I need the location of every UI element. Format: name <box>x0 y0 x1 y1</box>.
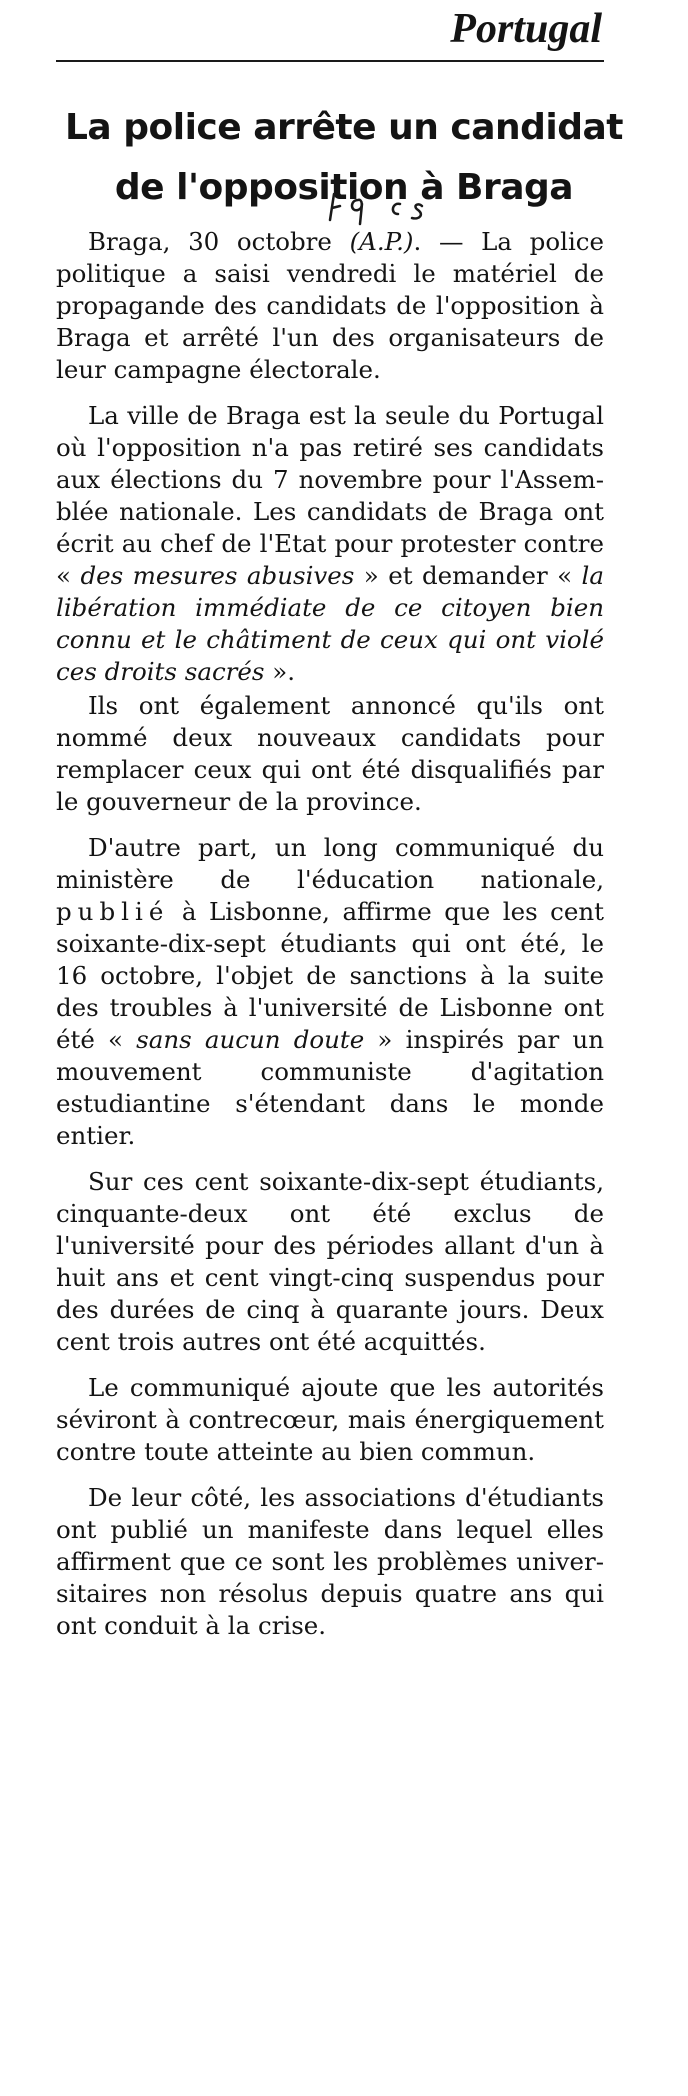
news-agency: (A.P.) <box>349 227 414 256</box>
section-rule <box>56 60 604 62</box>
paragraph-4-text-b: à Lisbonne, affirme que les cent soixante-dix-sept étudiants qui ont été, le 16 octobre, l'objet de sanctions à la suite des troubles à l'université de Lisbonne ont été « <box>56 897 604 1054</box>
headline-line-2: de l'opposition à Braga <box>114 167 574 208</box>
section-label: Portugal <box>450 6 602 52</box>
paragraph-4 <box>56 832 604 1152</box>
paragraph-4-text-a: D'autre part, un long communiqué du ministère de l'éducation nationale, <box>56 833 604 894</box>
dateline: Braga, 30 octobre <box>88 227 332 256</box>
paragraph-2 <box>56 400 604 688</box>
headline-line-1: La police arrête un candidat <box>64 107 624 148</box>
paragraph-6: Le communiqué ajoute que les autorités séviront à contrecœur, mais énergiquement contre toute atteinte au bien commun. <box>56 1373 604 1466</box>
paragraph-4-spaced-word: publié <box>56 897 170 926</box>
paragraph-4-quote: sans aucun doute <box>136 1025 365 1054</box>
paragraph-7: De leur côté, les associations d'étudiants ont publié un manifeste dans lequel elles affirment que ce sont les problèmes universitaires non résolus depuis quatre ans qui ont conduit à la crise. <box>56 1483 604 1640</box>
paragraph-2-text-c: ». <box>264 657 296 686</box>
paragraph-1-text: . — La police politique a saisi vendredi le matériel de propagande des candidats de l'opposition à Braga et arrêté l'un des organisateurs de leur campagne électorale. <box>56 227 604 384</box>
paragraph-1 <box>56 226 604 386</box>
paragraph-2-quote-a: des mesures abusives <box>80 561 355 590</box>
paragraph-2-text-a: La ville de Braga est la seule du Portugal où l'opposition n'a pas retiré ses candidats aux élections du 7 novembre pour l'Assemblée nationale. Les candidats de Braga ont écrit au chef de l'Etat pour protester contre « <box>56 401 604 590</box>
paragraph-4-text-c: » inspirés par un mouvement communiste d'agitation estudiantine s'étendant dans le monde entier. <box>56 1025 604 1150</box>
paragraph-5: Sur ces cent soixante-dix-sept étudiants, cinquante-deux ont été exclus de l'université pour des périodes allant d'un à huit ans et cent vingt-cinq suspendus pour des durées de cinq à quarante jours. Deux cent trois autres ont été acquittés. <box>56 1167 604 1356</box>
paragraph-2-quote-b: la libération immédiate de ce citoyen bien connu et le châtiment de ceux qui ont violé ces droits sacrés <box>56 561 604 686</box>
paragraph-3: Ils ont également annoncé qu'ils ont nommé deux nouveaux candidats pour remplacer ceux qui ont été disqualifiés par le gouverneur de la province. <box>56 691 604 816</box>
article-body <box>56 226 604 1656</box>
paragraph-2-text-b: » et demander « <box>354 561 582 590</box>
